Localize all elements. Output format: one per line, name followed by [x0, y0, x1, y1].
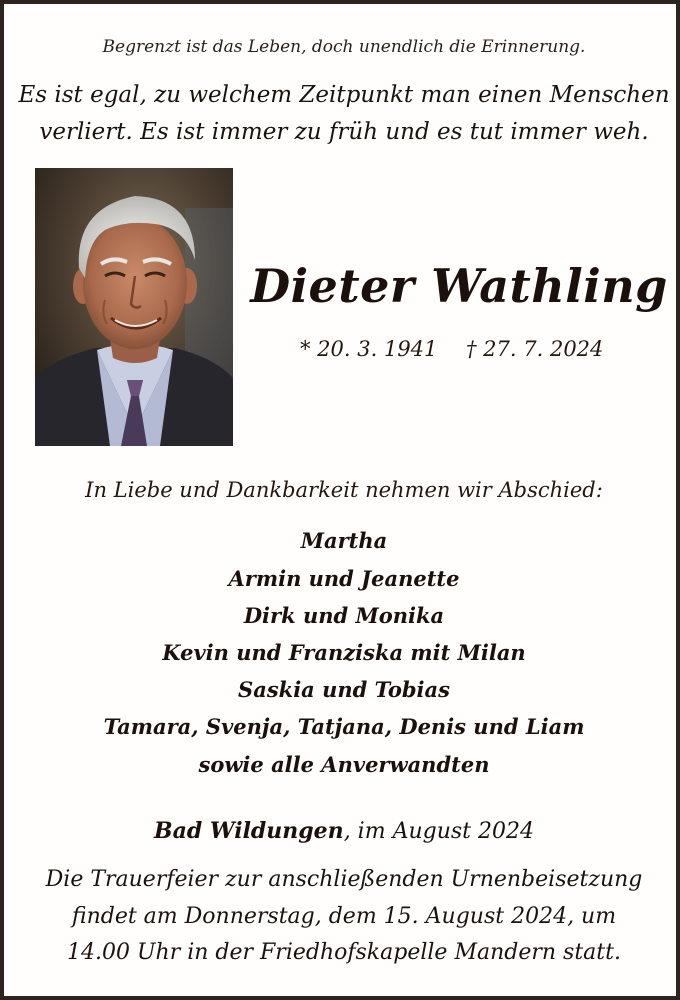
deceased-name: Dieter Wathling [250, 259, 668, 313]
place-date-line [4, 818, 680, 844]
place: Bad Wildungen [154, 818, 344, 844]
quote-line-1: Es ist egal, zu welchem Zeitpunkt man einen Menschen [18, 82, 670, 108]
motto: Begrenzt ist das Leben, doch unendlich die Erinnerung. [102, 37, 586, 57]
portrait-photo [35, 168, 233, 446]
family-member: Martha [300, 528, 388, 553]
service-line-3: 14.00 Uhr in der Friedhofskapelle Mandern statt. [67, 940, 621, 965]
family-member: sowie alle Anverwandten [198, 752, 490, 777]
date: , im August 2024 [343, 819, 534, 844]
family-member: Dirk und Monika [243, 603, 445, 628]
service-line-1: Die Trauerfeier zur anschließenden Urnenbeisetzung [45, 867, 643, 892]
family-member: Tamara, Svenja, Tatjana, Denis und Liam [103, 714, 585, 739]
service-line-2: findet am Donnerstag, dem 15. August 2024, um [71, 904, 617, 929]
family-member: Armin und Jeanette [228, 566, 460, 591]
birth-date: * 20. 3. 1941 [300, 337, 438, 361]
death-date: † 27. 7. 2024 [466, 337, 604, 361]
quote-line-2: verliert. Es ist immer zu früh und es tut immer weh. [39, 119, 649, 145]
farewell-intro: In Liebe und Dankbarkeit nehmen wir Abschied: [85, 478, 603, 502]
family-member: Saskia und Tobias [238, 677, 450, 702]
family-member: Kevin und Franziska mit Milan [162, 640, 526, 665]
